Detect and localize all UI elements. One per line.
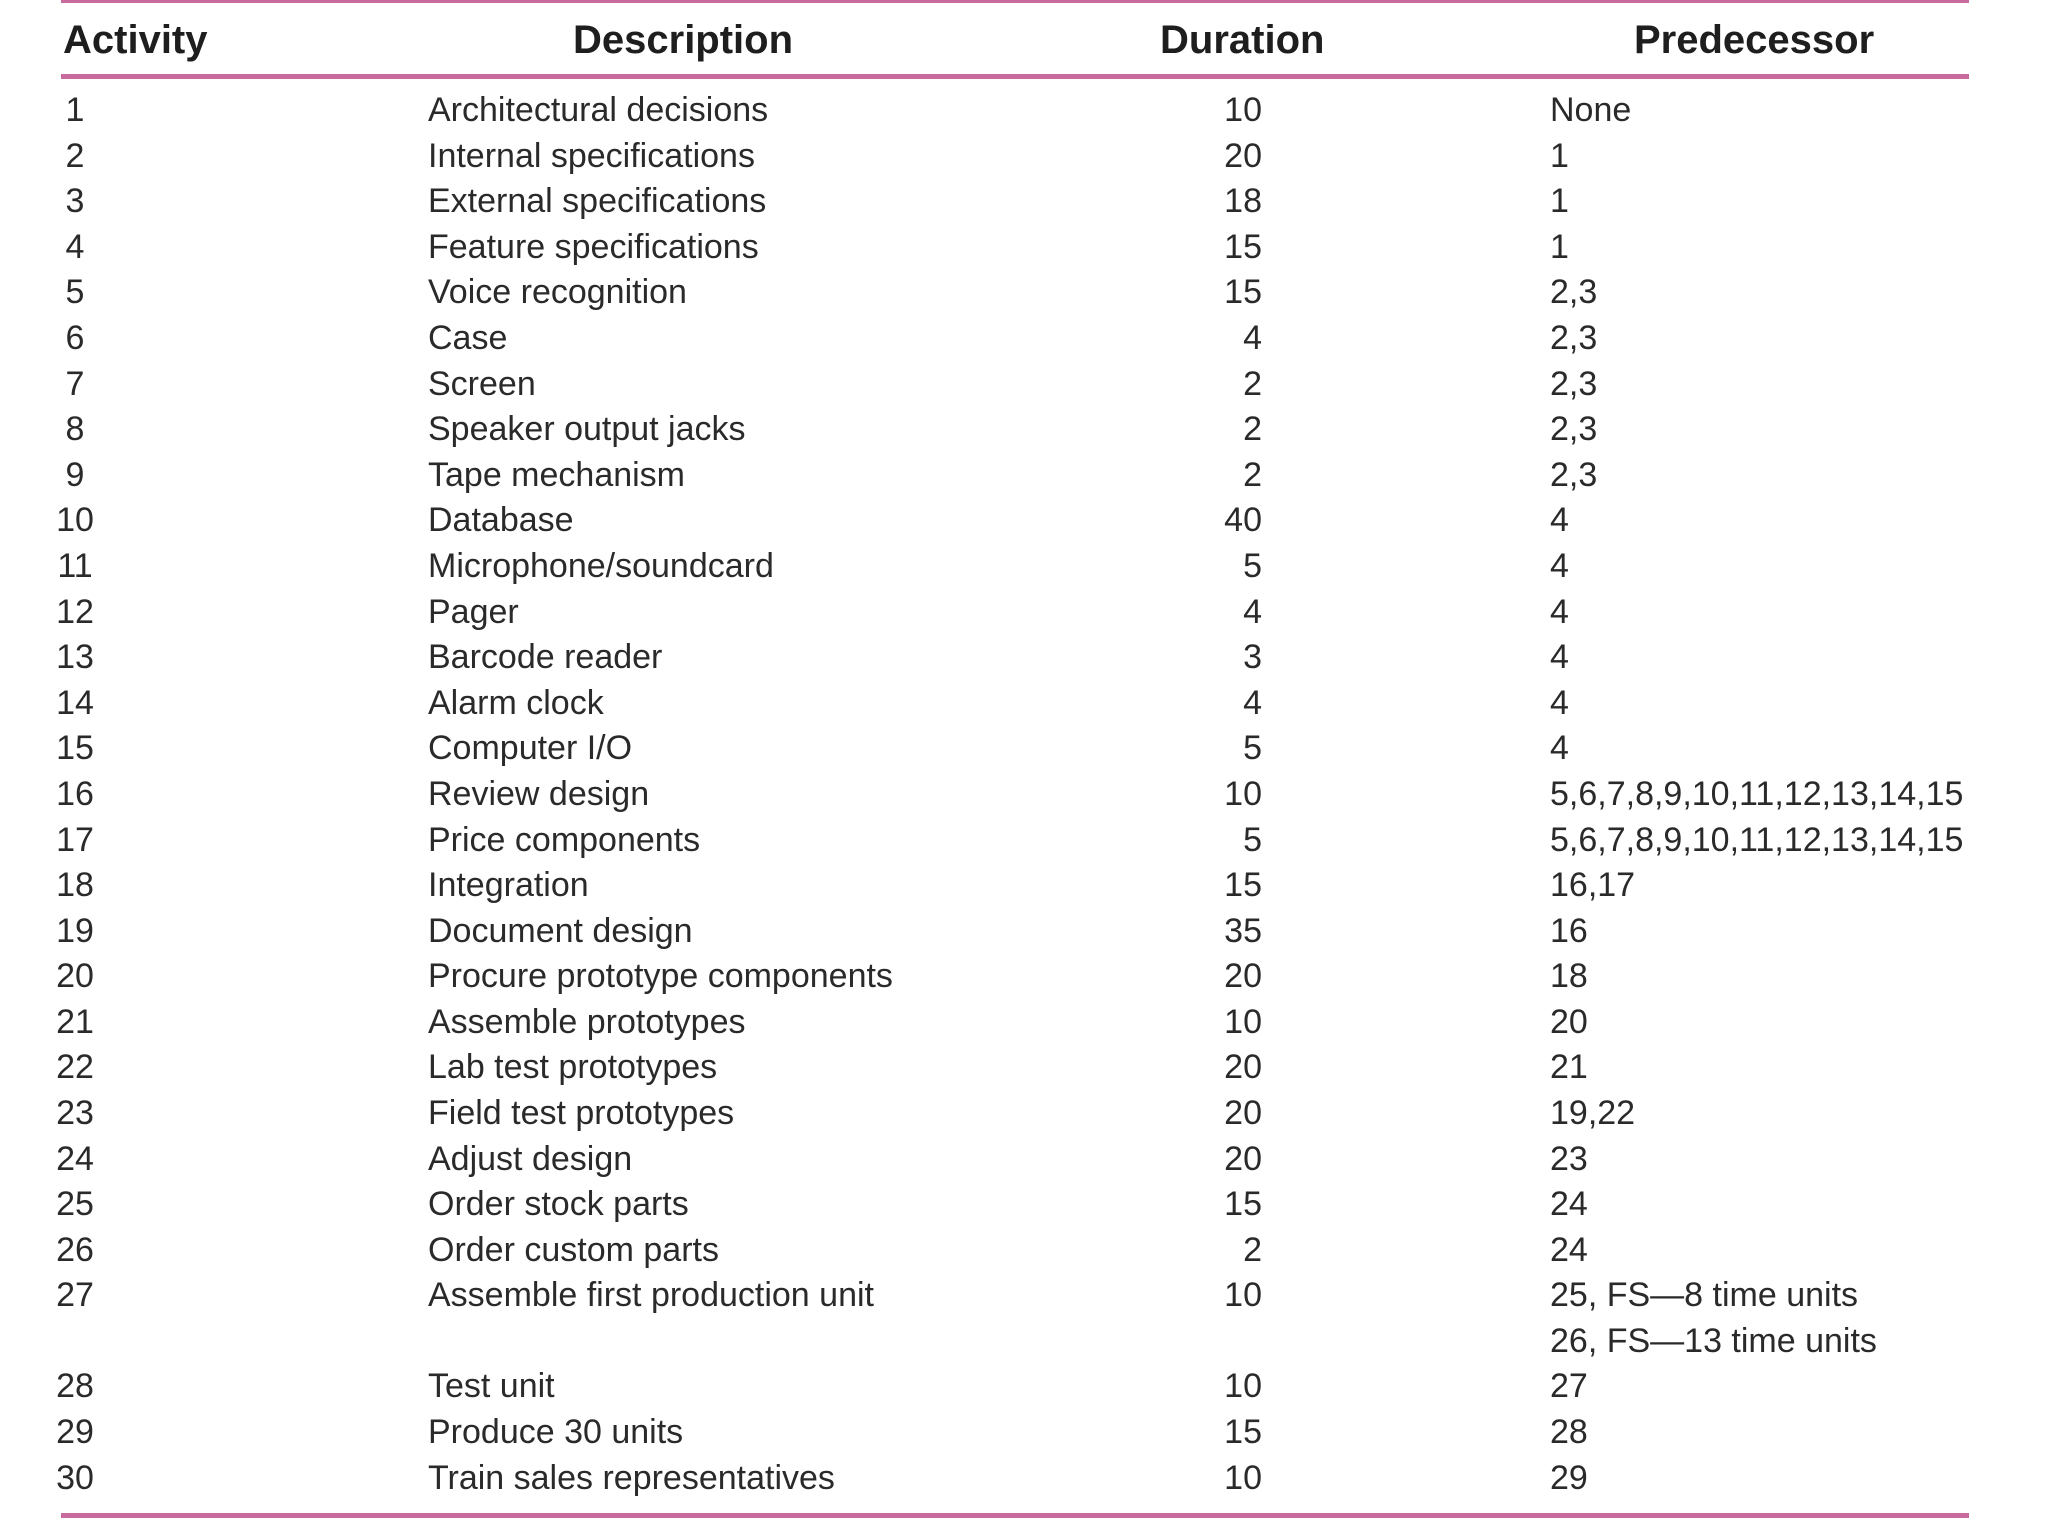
table-row (0, 681, 2048, 727)
duration-cell: 5 (1243, 820, 1262, 859)
activity-cell: 29 (56, 1413, 94, 1452)
duration-cell: 20 (1224, 1094, 1262, 1133)
duration-cell: 15 (1224, 1413, 1262, 1452)
activity-cell: 12 (56, 592, 94, 631)
activity-cell: 16 (56, 774, 94, 813)
table-row (0, 544, 2048, 590)
description-cell: Procure prototype components (428, 957, 893, 996)
predecessor-cell: 24 (1550, 1230, 1588, 1269)
description-cell: Case (428, 318, 508, 357)
table-top-rule (61, 0, 1969, 3)
header-activity: Activity (63, 18, 208, 62)
activity-cell: 19 (56, 911, 94, 950)
duration-cell: 2 (1243, 455, 1262, 494)
duration-cell: 4 (1243, 683, 1262, 722)
predecessor-cell: 4 (1550, 729, 1569, 768)
predecessor-cell: 19,22 (1550, 1094, 1636, 1133)
table-row (0, 1456, 2048, 1502)
predecessor-cell: 25, FS—8 time units 26, FS—13 time units (1550, 1276, 1877, 1361)
table-row (0, 726, 2048, 772)
header-duration: Duration (1160, 18, 1325, 62)
table-row (0, 1410, 2048, 1456)
table-row (0, 772, 2048, 818)
table-header (0, 18, 2048, 68)
description-cell: Pager (428, 592, 519, 631)
predecessor-cell: 28 (1550, 1413, 1588, 1452)
table-row (0, 407, 2048, 453)
duration-cell: 5 (1243, 729, 1262, 768)
description-cell: External specifications (428, 182, 767, 221)
description-cell: Microphone/soundcard (428, 546, 774, 585)
activity-cell: 2 (65, 136, 85, 175)
duration-cell: 20 (1224, 1139, 1262, 1178)
description-cell: Speaker output jacks (428, 410, 746, 449)
duration-cell: 10 (1224, 774, 1262, 813)
predecessor-cell: 24 (1550, 1185, 1588, 1224)
duration-cell: 10 (1224, 1276, 1262, 1315)
duration-cell: 10 (1224, 91, 1262, 129)
duration-cell: 4 (1243, 592, 1262, 631)
description-cell: Database (428, 501, 574, 540)
activity-cell: 5 (65, 273, 85, 312)
activity-cell: 26 (56, 1230, 94, 1269)
duration-cell: 10 (1224, 1002, 1262, 1041)
duration-cell: 2 (1243, 410, 1262, 449)
description-cell: Integration (428, 866, 589, 905)
predecessor-cell: 1 (1550, 182, 1569, 221)
activity-cell: 6 (65, 318, 85, 357)
predecessor-cell: 4 (1550, 546, 1569, 585)
predecessor-cell: 29 (1550, 1458, 1588, 1497)
activity-cell: 27 (56, 1276, 94, 1315)
activity-cell: 10 (56, 501, 94, 540)
table-bottom-rule (61, 1513, 1969, 1518)
table-row (0, 498, 2048, 544)
predecessor-cell: 4 (1550, 638, 1569, 677)
duration-cell: 3 (1243, 638, 1262, 677)
duration-cell: 20 (1224, 957, 1262, 996)
table-row (0, 909, 2048, 955)
description-cell: Tape mechanism (428, 455, 686, 494)
duration-cell: 10 (1224, 1458, 1262, 1497)
description-cell: Computer I/O (428, 729, 633, 768)
predecessor-cell: 5,6,7,8,9,10,11,12,13,14,15 (1550, 774, 1964, 813)
activity-cell: 21 (56, 1002, 94, 1041)
description-cell: Barcode reader (428, 638, 663, 677)
description-cell: Review design (428, 774, 650, 813)
activity-cell: 14 (56, 683, 94, 722)
table-row (0, 362, 2048, 408)
duration-cell: 10 (1224, 1367, 1262, 1406)
predecessor-cell: 23 (1550, 1139, 1588, 1178)
table-row (0, 1000, 2048, 1046)
description-cell: Architectural decisions (428, 91, 769, 129)
activity-cell: 13 (56, 638, 94, 677)
duration-cell: 2 (1243, 1230, 1262, 1269)
description-cell: Assemble prototypes (428, 1002, 746, 1041)
table-body (0, 88, 2048, 1501)
duration-cell: 2 (1243, 364, 1262, 403)
activity-cell: 7 (65, 364, 85, 403)
duration-cell: 15 (1224, 866, 1262, 905)
table-row (0, 590, 2048, 636)
table-row (0, 1364, 2048, 1410)
predecessor-cell: 16 (1550, 911, 1588, 950)
table-row (0, 1137, 2048, 1183)
table-row (0, 1182, 2048, 1228)
duration-cell: 20 (1224, 1048, 1262, 1087)
table-row (0, 1091, 2048, 1137)
table-row (0, 270, 2048, 316)
header-rule (61, 74, 1969, 79)
description-cell: Internal specifications (428, 136, 755, 175)
activity-cell: 18 (56, 866, 94, 905)
activity-cell: 3 (65, 182, 85, 221)
predecessor-cell: 4 (1550, 501, 1569, 540)
description-cell: Adjust design (428, 1139, 633, 1178)
description-cell: Voice recognition (428, 273, 687, 312)
table-row (0, 179, 2048, 225)
table-row (0, 1228, 2048, 1274)
description-cell: Lab test prototypes (428, 1048, 718, 1087)
table-row (0, 316, 2048, 362)
activity-cell: 25 (56, 1185, 94, 1224)
table-row (0, 1273, 2048, 1364)
header-predecessor: Predecessor (1634, 18, 1875, 62)
activity-cell: 9 (65, 455, 85, 494)
activity-cell: 30 (56, 1458, 94, 1497)
predecessor-cell: None (1550, 91, 1632, 129)
table-row (0, 1045, 2048, 1091)
table-row (0, 88, 2048, 134)
table-row (0, 635, 2048, 681)
predecessor-cell: 27 (1550, 1367, 1588, 1406)
activity-cell: 11 (57, 546, 93, 585)
duration-cell: 15 (1224, 227, 1262, 266)
predecessor-cell: 5,6,7,8,9,10,11,12,13,14,15 (1550, 820, 1964, 859)
description-cell: Train sales representatives (428, 1458, 835, 1497)
description-cell: Alarm clock (428, 683, 604, 722)
predecessor-cell: 21 (1550, 1048, 1588, 1087)
description-cell: Field test prototypes (428, 1094, 735, 1133)
predecessor-cell: 20 (1550, 1002, 1588, 1041)
duration-cell: 15 (1224, 1185, 1262, 1224)
predecessor-cell: 2,3 (1550, 410, 1598, 449)
predecessor-cell: 2,3 (1550, 455, 1598, 494)
description-cell: Price components (428, 820, 701, 859)
activity-cell: 28 (56, 1367, 94, 1406)
predecessor-cell: 16,17 (1550, 866, 1636, 905)
activity-cell: 24 (56, 1139, 94, 1178)
header-description: Description (573, 18, 794, 62)
predecessor-cell: 2,3 (1550, 318, 1598, 357)
description-cell: Assemble first production unit (428, 1276, 874, 1315)
table-row (0, 225, 2048, 271)
duration-cell: 35 (1224, 911, 1262, 950)
predecessor-cell: 2,3 (1550, 273, 1598, 312)
duration-cell: 20 (1224, 136, 1262, 175)
table-row (0, 818, 2048, 864)
activity-cell: 17 (56, 820, 94, 859)
description-cell: Test unit (428, 1367, 555, 1406)
activity-cell: 15 (56, 729, 94, 768)
duration-cell: 18 (1224, 182, 1262, 221)
table-row (0, 453, 2048, 499)
activity-cell: 23 (56, 1094, 94, 1133)
duration-cell: 5 (1243, 546, 1262, 585)
description-cell: Produce 30 units (428, 1413, 684, 1452)
predecessor-cell: 2,3 (1550, 364, 1598, 403)
table-row (0, 863, 2048, 909)
description-cell: Order custom parts (428, 1230, 719, 1269)
duration-cell: 40 (1224, 501, 1262, 540)
activity-cell: 22 (56, 1048, 94, 1087)
activity-cell: 1 (65, 91, 85, 129)
duration-cell: 4 (1243, 318, 1262, 357)
predecessor-cell: 4 (1550, 683, 1569, 722)
description-cell: Order stock parts (428, 1185, 689, 1224)
activity-cell: 20 (56, 957, 94, 996)
table-row (0, 954, 2048, 1000)
description-cell: Document design (428, 911, 693, 950)
predecessor-cell: 1 (1550, 136, 1569, 175)
predecessor-cell: 18 (1550, 957, 1588, 996)
description-cell: Screen (428, 364, 536, 403)
duration-cell: 15 (1224, 273, 1262, 312)
predecessor-cell: 4 (1550, 592, 1569, 631)
activity-cell: 4 (65, 227, 85, 266)
table-row (0, 134, 2048, 180)
description-cell: Feature specifications (428, 227, 759, 266)
activity-cell: 8 (65, 410, 85, 449)
predecessor-cell: 1 (1550, 227, 1569, 266)
